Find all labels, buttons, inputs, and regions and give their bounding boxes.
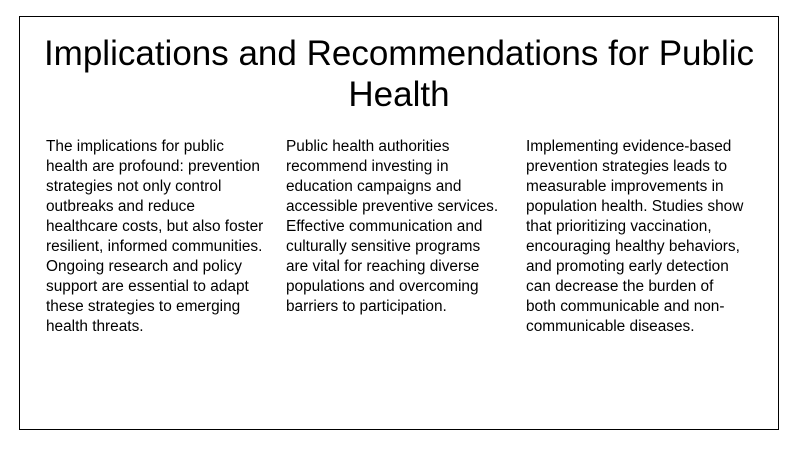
slide-frame: [19, 16, 779, 430]
slide-title: Implications and Recommendations for Public Health: [43, 34, 755, 114]
text-column-right: Implementing evidence-based prevention strategies leads to measurable improvements in population health. Studies show that prioritizing vaccination, encouraging healthy behaviors, and promoting early detection can decrease the burden of both communicable and non-communicable diseases.: [526, 138, 744, 335]
text-column-left: The implications for public health are profound: prevention strategies not only control outbreaks and reduce healthcare costs, but also foster resilient, informed communities. Ongoing research and policy support are essential to adapt these strategies to emerging health threats.: [46, 138, 264, 335]
text-column-middle: Public health authorities recommend investing in education campaigns and accessible preventive services. Effective communication and culturally sensitive programs are vital for reaching diverse populations and overcoming barriers to participation.: [286, 138, 499, 315]
